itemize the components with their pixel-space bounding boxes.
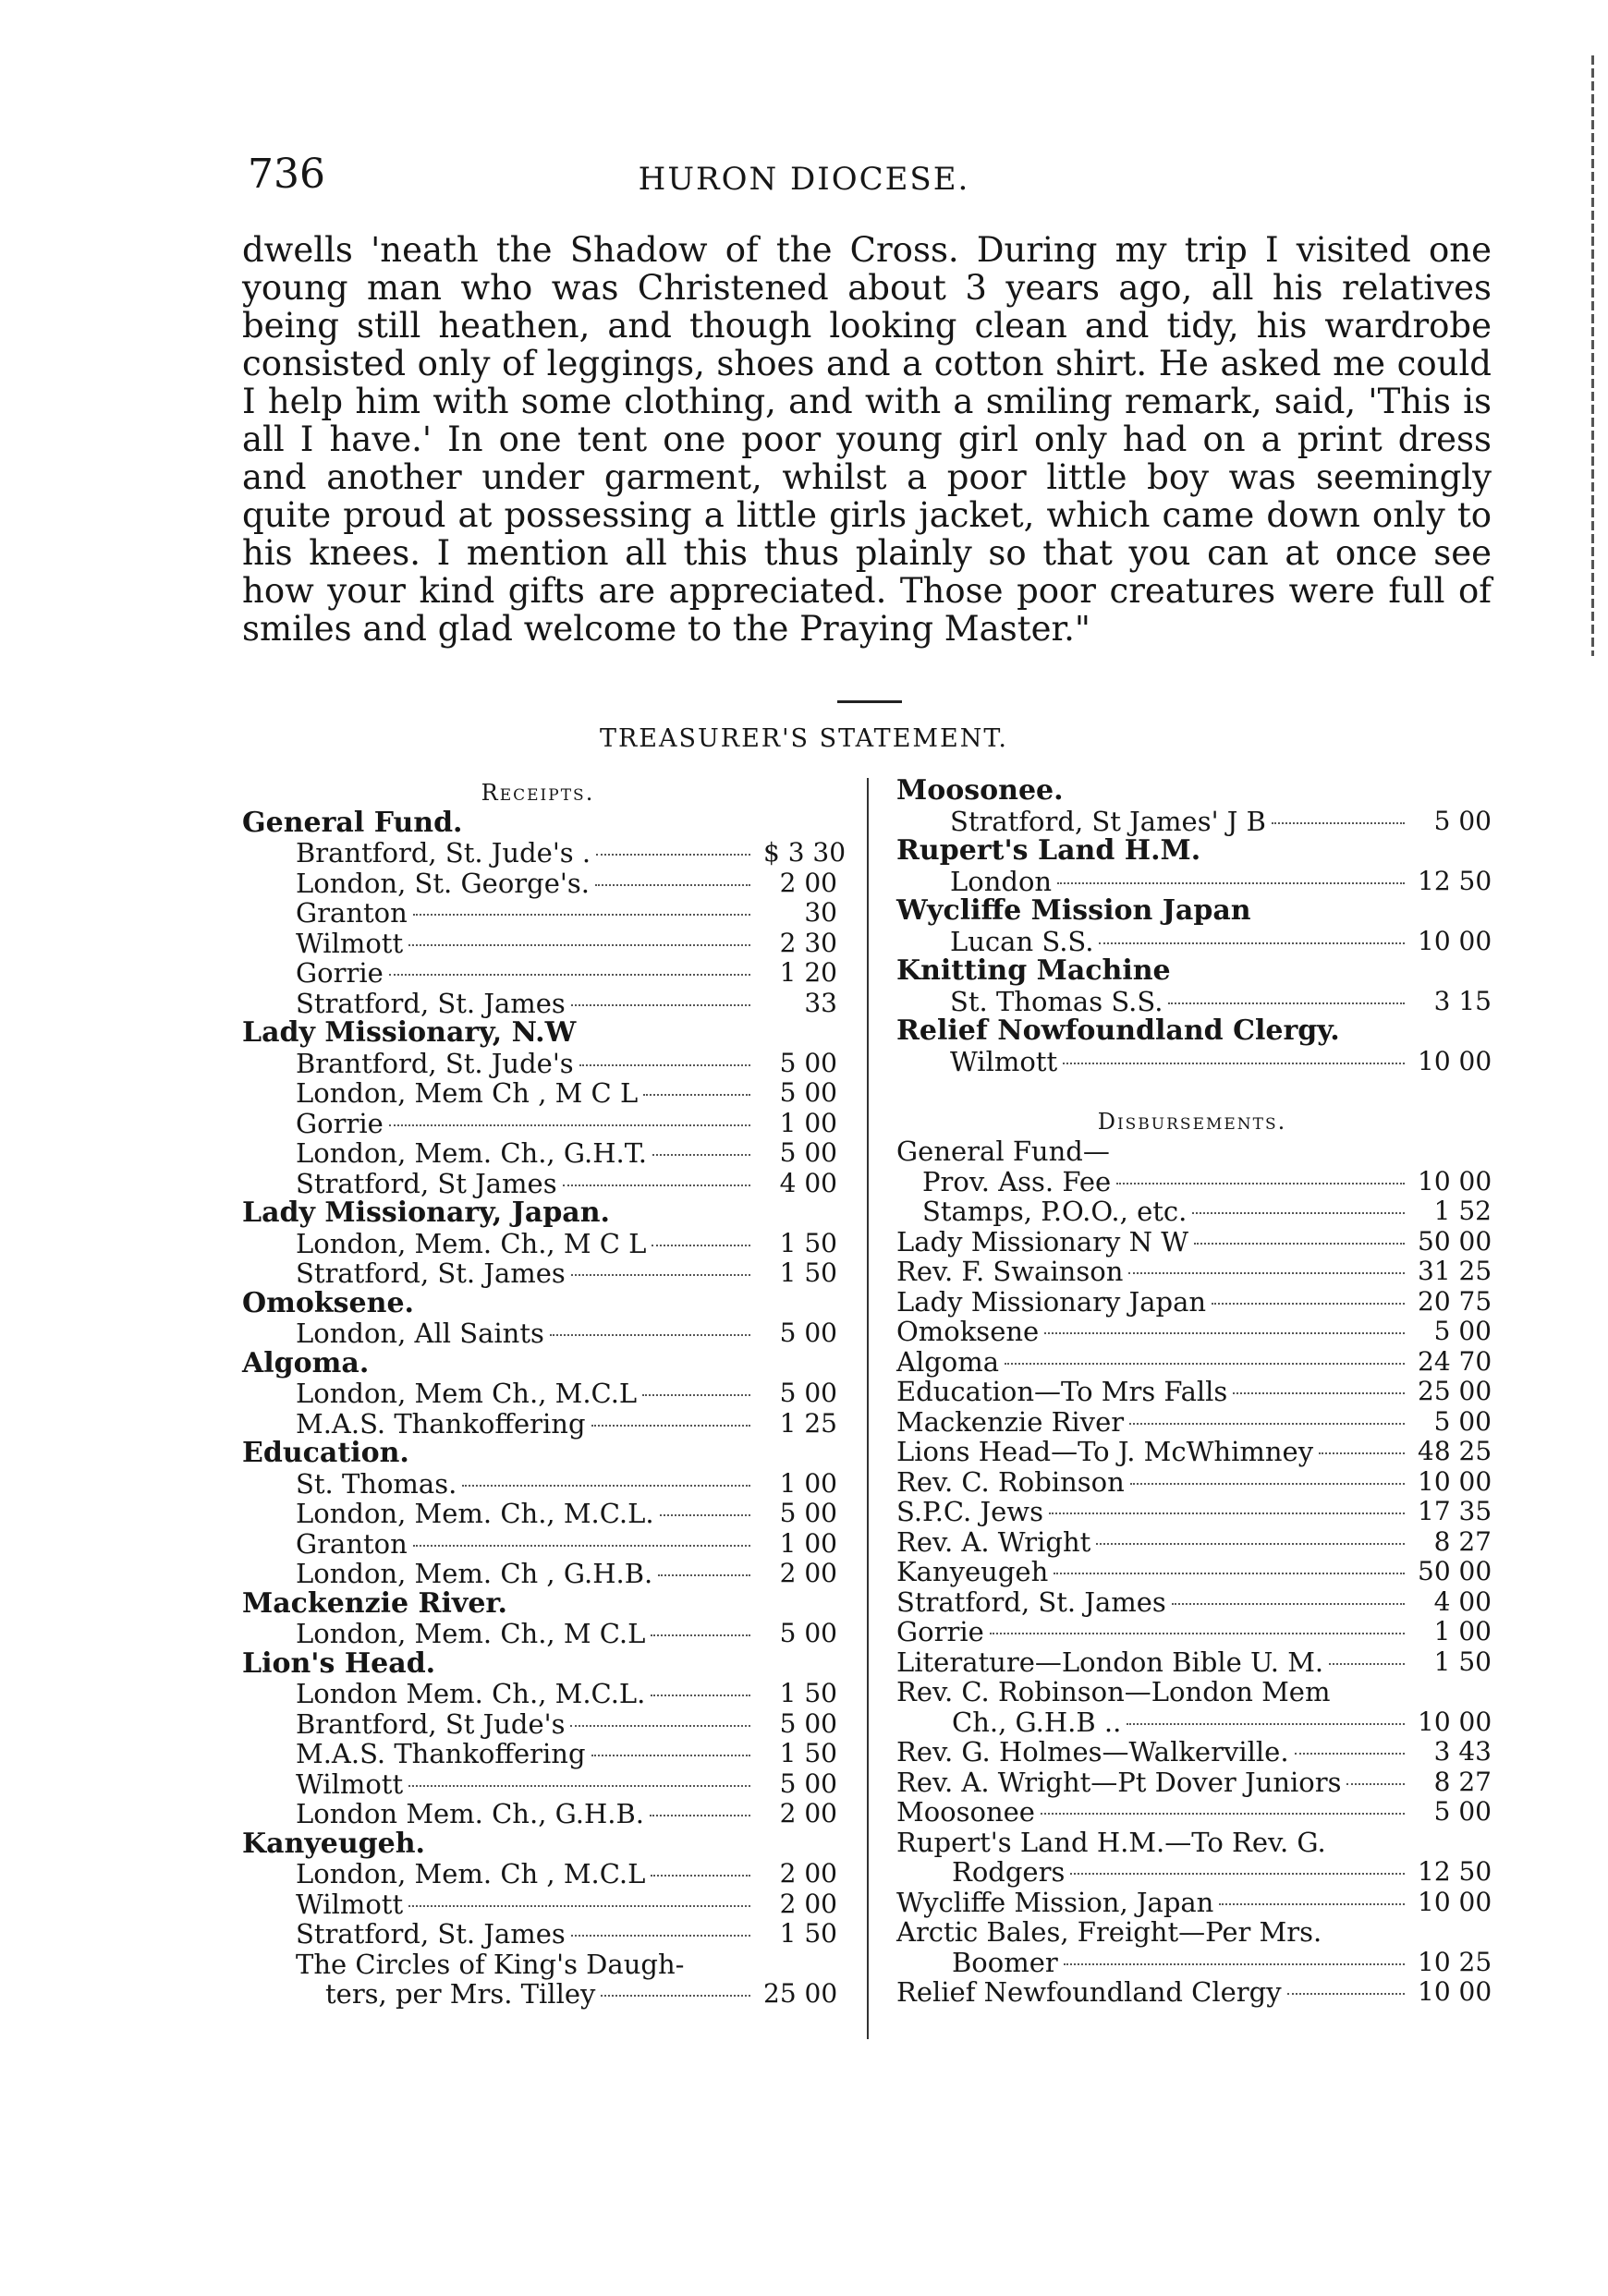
ledger-entry <box>238 1229 837 1259</box>
ledger-entry <box>893 1287 1492 1318</box>
ledger-entry <box>893 1917 1492 1948</box>
entry-amount: $ 3 30 <box>763 837 847 868</box>
ledger-entry <box>893 987 1492 1017</box>
entry-label: Stratford, St. James <box>896 1585 1166 1618</box>
ledger-entry <box>238 1138 837 1169</box>
entry-label: Stratford, St James <box>296 1167 557 1199</box>
dot-leader <box>408 1785 750 1787</box>
dot-leader <box>1130 1483 1405 1485</box>
entry-label: St. Thomas S.S. <box>950 985 1163 1017</box>
entry-amount: 10 00 <box>1418 1045 1492 1076</box>
ledger-entry <box>893 1647 1492 1678</box>
section-rule <box>837 700 902 703</box>
entry-amount: 10 00 <box>1418 925 1492 956</box>
entry-amount: 1 20 <box>779 957 837 988</box>
section-heading: Lady Missionary, N.W <box>242 1016 577 1049</box>
entry-amount: 5 00 <box>779 1768 837 1799</box>
ledger-entry <box>893 1167 1492 1197</box>
entry-amount: 1 50 <box>779 1678 837 1708</box>
entry-label: Stratford, St. James <box>296 987 566 1019</box>
entry-amount: 5 00 <box>779 1077 837 1108</box>
entry-label: London, Mem. Ch., M C.L <box>296 1618 646 1649</box>
entry-label: Arctic Bales, Freight—Per Mrs. <box>896 1916 1322 1948</box>
section-heading: Relief Nowfoundland Clergy. <box>896 1014 1340 1047</box>
dot-leader <box>1346 1783 1405 1785</box>
ledger-entry <box>893 1587 1492 1618</box>
ledger-entry <box>238 929 837 959</box>
page-number: 736 <box>248 151 325 198</box>
entry-label: Algoma <box>896 1345 1000 1378</box>
entry-amount: 8 27 <box>1433 1525 1492 1557</box>
entry-amount: 5 00 <box>779 1707 837 1739</box>
entry-amount: 1 50 <box>779 1227 837 1258</box>
ledger-entry <box>893 927 1492 957</box>
dot-leader <box>1063 1063 1405 1064</box>
ledger-entry <box>238 1258 837 1289</box>
entry-amount: 5 00 <box>779 1047 837 1078</box>
entry-label: Wilmott <box>296 1768 404 1800</box>
entry-amount: 5 00 <box>1433 1316 1492 1346</box>
entry-label: London, Mem Ch., M.C.L <box>296 1378 638 1409</box>
entry-amount: 30 <box>804 897 837 928</box>
entry-label: The Circles of King's Daugh- <box>296 1948 685 1980</box>
entry-amount: 10 25 <box>1418 1946 1492 1977</box>
entry-amount: 2 30 <box>779 927 837 958</box>
right-column <box>893 776 1492 2008</box>
dot-leader <box>596 854 750 856</box>
entry-label: London, Mem. Ch., M C L <box>296 1227 647 1259</box>
entry-amount: 5 00 <box>779 1137 837 1168</box>
ledger-entry <box>893 1948 1492 1978</box>
entry-label: Rev. A. Wright <box>896 1525 1091 1558</box>
ledger-entry <box>238 1049 837 1079</box>
entry-amount: 1 00 <box>779 1527 837 1559</box>
ledger-entry <box>893 1197 1492 1227</box>
dot-leader <box>1295 1753 1405 1755</box>
entry-amount: 5 00 <box>779 1498 837 1528</box>
ledger-entry <box>238 1529 837 1560</box>
dot-leader <box>571 1004 750 1006</box>
entry-label: Lucan S.S. <box>950 925 1094 957</box>
binding-edge <box>1591 55 1594 656</box>
entry-label: M.A.S. Thankoffering <box>296 1407 586 1440</box>
dot-leader <box>650 1815 750 1816</box>
dot-leader <box>570 1725 750 1727</box>
dot-leader <box>660 1514 750 1516</box>
entry-amount: 3 43 <box>1433 1736 1492 1767</box>
ledger-entry <box>893 1227 1492 1257</box>
dot-leader <box>658 1574 750 1576</box>
entry-label: London Mem. Ch., M.C.L. <box>296 1678 646 1709</box>
section-heading: Education. <box>242 1437 409 1469</box>
entry-amount: 50 00 <box>1418 1556 1492 1586</box>
dot-leader <box>651 1875 750 1877</box>
entry-amount: 10 00 <box>1418 1165 1492 1197</box>
entry-label: Wilmott <box>296 927 404 959</box>
dot-leader <box>1064 1963 1405 1965</box>
entry-label: Relief Newfoundland Clergy <box>896 1976 1282 2008</box>
entry-amount: 10 00 <box>1418 1706 1492 1737</box>
dot-leader <box>652 1154 750 1156</box>
entry-label: Boomer <box>952 1946 1058 1978</box>
ledger-entry <box>238 1889 837 1920</box>
dot-leader <box>408 944 750 946</box>
entry-label: Prov. Ass. Fee <box>922 1165 1112 1197</box>
running-head: HURON DIOCESE. <box>638 161 970 198</box>
entry-label: Gorrie <box>296 1107 384 1139</box>
entry-amount: 3 15 <box>1433 985 1492 1016</box>
ledger-entry <box>893 867 1492 897</box>
dot-leader <box>1192 1212 1405 1214</box>
ledger-entry <box>238 1409 837 1440</box>
entry-label: London, Mem. Ch., M.C.L. <box>296 1498 654 1529</box>
entry-amount: 10 00 <box>1418 1465 1492 1497</box>
entry-amount: 20 75 <box>1418 1285 1492 1317</box>
ledger-entry <box>238 1169 837 1199</box>
dot-leader <box>579 1064 750 1066</box>
dot-leader <box>1329 1663 1405 1665</box>
entry-amount: 5 00 <box>779 1318 837 1348</box>
ledger-entry <box>238 1950 837 1980</box>
ledger-entry <box>238 1379 837 1409</box>
entry-amount: 1 00 <box>779 1467 837 1499</box>
ledger-entry <box>893 1557 1492 1587</box>
ledger-entry <box>238 837 847 869</box>
entry-label: London, All Saints <box>296 1318 544 1349</box>
entry-label: Education—To Mrs Falls <box>896 1376 1228 1407</box>
entry-amount: 2 00 <box>779 867 837 898</box>
entry-label: Literature—London Bible U. M. <box>896 1646 1324 1678</box>
entry-label: Ch., G.H.B .. <box>952 1706 1122 1738</box>
entry-label: General Fund— <box>896 1136 1110 1167</box>
entry-amount: 2 00 <box>779 1798 837 1828</box>
entry-label: Stratford, St. James <box>296 1918 566 1950</box>
entry-label: London, Mem. Ch., G.H.T. <box>296 1137 648 1169</box>
dot-leader <box>651 1634 750 1636</box>
ledger-entry <box>893 1467 1492 1498</box>
spacer <box>893 1076 1492 1107</box>
ledger-entry <box>238 1469 837 1500</box>
entry-label: London <box>950 865 1053 897</box>
dot-leader <box>601 1995 750 1997</box>
section-heading: Rupert's Land H.M. <box>896 834 1201 867</box>
entry-amount: 4 00 <box>1433 1585 1492 1617</box>
entry-label: Wilmott <box>296 1888 404 1920</box>
section-heading: Omoksene. <box>242 1286 414 1319</box>
column-heading: Disbursements. <box>1097 1108 1287 1135</box>
section-heading: Mackenzie River. <box>242 1586 507 1620</box>
dot-leader <box>1168 1002 1405 1004</box>
entry-label: London, Mem. Ch , G.H.B. <box>296 1558 653 1589</box>
dot-leader <box>413 1545 750 1547</box>
entry-amount: 10 00 <box>1418 1976 1492 2007</box>
ledger-entry <box>238 1739 837 1769</box>
ledger-entry <box>893 1136 1492 1167</box>
section-heading: Wycliffe Mission Japan <box>896 894 1251 927</box>
ledger-entry <box>238 1619 837 1649</box>
entry-amount: 31 25 <box>1418 1256 1492 1286</box>
entry-label: Rev. A. Wright—Pt Dover Juniors <box>896 1766 1342 1798</box>
ledger-entry <box>893 1617 1492 1647</box>
dot-leader <box>1219 1903 1405 1905</box>
entry-amount: 4 00 <box>779 1167 837 1198</box>
ledger-entry <box>238 1979 837 2010</box>
entry-label: Wilmott <box>950 1045 1058 1077</box>
entry-amount: 1 25 <box>779 1407 837 1439</box>
ledger-entry <box>238 1078 837 1109</box>
entry-amount: 1 50 <box>779 1918 837 1949</box>
dot-leader <box>1212 1303 1405 1305</box>
entry-label: Rev. C. Robinson—London Mem <box>896 1676 1331 1707</box>
section-heading: Knitting Machine <box>896 954 1171 987</box>
ledger-entry <box>893 1977 1492 2008</box>
entry-label: St. Thomas. <box>296 1467 457 1500</box>
ledger-entry <box>238 1318 837 1349</box>
dot-leader <box>1054 1573 1405 1574</box>
dot-leader <box>1005 1363 1405 1365</box>
ledger-entry <box>238 1109 837 1139</box>
ledger-entry <box>893 1737 1492 1768</box>
entry-amount: 2 00 <box>779 1558 837 1588</box>
entry-label: Gorrie <box>896 1616 984 1647</box>
dot-leader <box>550 1334 750 1336</box>
entry-amount: 1 00 <box>779 1107 837 1138</box>
entry-label: Lady Missionary N W <box>896 1225 1189 1257</box>
entry-amount: 25 00 <box>763 1978 838 2009</box>
entry-label: Brantford, St Jude's <box>296 1707 566 1740</box>
entry-label: Rev. C. Robinson <box>896 1465 1125 1498</box>
ledger-entry <box>893 1347 1492 1378</box>
dot-leader <box>1070 1873 1405 1875</box>
dot-leader <box>1319 1452 1405 1454</box>
section-heading: General Fund. <box>242 806 463 839</box>
ledger-entry <box>893 1888 1492 1918</box>
entry-label: Rodgers <box>952 1856 1066 1888</box>
ledger-entry <box>893 1437 1492 1467</box>
entry-label: S.P.C. Jews <box>896 1496 1043 1527</box>
entry-amount: 5 00 <box>1433 805 1492 836</box>
dot-leader <box>389 974 750 976</box>
dot-leader <box>571 1274 750 1276</box>
dot-leader <box>651 1695 750 1696</box>
entry-label: ters, per Mrs. Tilley <box>325 1978 596 2010</box>
dot-leader <box>1044 1332 1405 1334</box>
entry-label: London Mem. Ch., G.H.B. <box>296 1798 645 1829</box>
dot-leader <box>990 1633 1405 1634</box>
dot-leader <box>563 1184 750 1186</box>
dot-leader <box>652 1245 750 1246</box>
entry-label: Granton <box>296 897 408 929</box>
body-text <box>242 231 1492 648</box>
entry-label: Stamps, P.O.O., etc. <box>922 1196 1188 1227</box>
dot-leader <box>1041 1813 1405 1815</box>
ledger-entry <box>893 1497 1492 1527</box>
entry-amount: 5 00 <box>779 1378 837 1408</box>
dot-leader <box>595 884 750 886</box>
section-heading: Algoma. <box>242 1346 370 1379</box>
ledger-entry <box>893 1768 1492 1798</box>
dot-leader <box>408 1905 750 1907</box>
entry-amount: 12 50 <box>1418 865 1492 896</box>
entry-label: Lions Head—To J. McWhimney <box>896 1436 1314 1467</box>
section-heading: Moosonee. <box>896 774 1064 807</box>
entry-amount: 8 27 <box>1433 1766 1492 1797</box>
entry-label: Lady Missionary Japan <box>896 1285 1207 1318</box>
entry-amount: 33 <box>804 987 837 1018</box>
dot-leader <box>591 1755 750 1756</box>
dot-leader <box>389 1124 750 1126</box>
entry-label: Brantford, St. Jude's <box>296 1047 574 1079</box>
entry-label: Rev. F. Swainson <box>896 1256 1124 1287</box>
entry-label: Granton <box>296 1527 408 1560</box>
section-heading: Kanyeugeh. <box>242 1827 425 1860</box>
entry-amount: 48 25 <box>1418 1436 1492 1466</box>
dot-leader <box>462 1485 750 1487</box>
entry-label: Brantford, St. Jude's . <box>296 837 591 869</box>
entry-label: Wycliffe Mission, Japan <box>896 1886 1214 1918</box>
ledger-entry <box>238 989 837 1019</box>
ledger-entry <box>893 1677 1492 1707</box>
body-paragraph: dwells 'neath the Shadow of the Cross. During my trip I visited one young man who was Christened about 3 years ago, all his relatives being still heathen, and though looking clean and tidy, his wardrobe consisted only of leggings, shoes and a cotton shirt. He asked me could I help him with some clothing, and with a smiling remark, said, 'This is all I have.' In one tent one poor young girl only had on a print dress and another under garment, whilst a poor little boy was seemingly quite proud at possessing a little girls jacket, which came down only to his knees. I mention all this thus plainly so that you can at once see how your kind gifts are appreciated. Those poor creatures were full of smiles and glad welcome to the Praying Master." <box>242 230 1492 649</box>
entry-label: Kanyeugeh <box>896 1556 1049 1587</box>
ledger-entry <box>893 1377 1492 1407</box>
ledger-entry <box>893 1857 1492 1888</box>
dot-leader <box>1127 1723 1405 1725</box>
ledger-entry <box>893 1707 1492 1738</box>
ledger-entry <box>893 1527 1492 1558</box>
ledger-entry <box>238 1769 837 1800</box>
ledger-entry <box>238 898 837 929</box>
entry-amount: 25 00 <box>1418 1376 1492 1406</box>
entry-amount: 1 50 <box>779 1738 837 1768</box>
column-heading: Receipts. <box>481 780 595 806</box>
dot-leader <box>1194 1243 1405 1245</box>
ledger-entry <box>238 1919 837 1950</box>
entry-label: Rupert's Land H.M.—To Rev. G. <box>896 1826 1326 1858</box>
ledger-entry <box>238 1679 837 1709</box>
entry-label: Mackenzie River <box>896 1405 1125 1438</box>
dot-leader <box>1272 822 1405 824</box>
entry-amount: 5 00 <box>779 1618 837 1648</box>
entry-label: Rev. G. Holmes—Walkerville. <box>896 1736 1289 1768</box>
receipts-column <box>238 778 847 2010</box>
section-heading: Lion's Head. <box>242 1646 436 1680</box>
entry-amount: 5 00 <box>1433 1796 1492 1827</box>
column-divider <box>867 778 869 2039</box>
dot-leader <box>413 914 750 916</box>
ledger-entry <box>238 1859 837 1889</box>
entry-label: London, Mem Ch , M C L <box>296 1077 639 1109</box>
dot-leader <box>1116 1183 1405 1184</box>
ledger-entry <box>238 869 837 899</box>
entry-label: Omoksene <box>896 1316 1040 1347</box>
entry-label: London, Mem. Ch , M.C.L <box>296 1858 646 1889</box>
dot-leader <box>1057 882 1405 884</box>
entry-amount: 1 50 <box>1433 1646 1492 1677</box>
ledger-entry <box>893 1407 1492 1438</box>
ledger-entry <box>893 1828 1492 1858</box>
entry-amount: 12 50 <box>1418 1856 1492 1887</box>
entry-label: Stratford, St. James <box>296 1257 566 1289</box>
ledger-entry <box>893 807 1492 837</box>
dot-leader <box>643 1094 750 1096</box>
entry-amount: 2 00 <box>779 1888 837 1919</box>
entry-label: M.A.S. Thankoffering <box>296 1738 586 1769</box>
ledger-entry <box>238 1559 837 1589</box>
dot-leader <box>642 1394 750 1396</box>
entry-label: Stratford, St James' J B <box>950 805 1266 837</box>
dot-leader <box>1099 942 1405 944</box>
entry-amount: 17 35 <box>1418 1496 1492 1526</box>
dot-leader <box>1129 1423 1405 1425</box>
entry-amount: 10 00 <box>1418 1886 1492 1917</box>
ledger-entry <box>238 1499 837 1529</box>
statement-title: TREASURER'S STATEMENT. <box>599 724 1009 753</box>
entry-amount: 2 00 <box>779 1858 837 1889</box>
ledger-entry <box>238 1709 837 1740</box>
dot-leader <box>1287 1993 1405 1995</box>
entry-label: Gorrie <box>296 957 384 989</box>
dot-leader <box>1172 1603 1405 1605</box>
dot-leader <box>1096 1543 1405 1545</box>
dot-leader <box>571 1935 750 1937</box>
entry-label: London, St. George's. <box>296 867 590 899</box>
entry-amount: 1 52 <box>1433 1196 1492 1226</box>
entry-label: Moosonee <box>896 1796 1035 1828</box>
dot-leader <box>1128 1272 1405 1274</box>
entry-amount: 5 00 <box>1433 1405 1492 1437</box>
ledger-entry <box>893 1797 1492 1828</box>
dot-leader <box>1049 1512 1405 1514</box>
section-heading: Lady Missionary, Japan. <box>242 1197 610 1229</box>
entry-amount: 1 00 <box>1433 1616 1492 1646</box>
ledger-entry <box>893 1317 1492 1347</box>
dot-leader <box>1233 1392 1405 1394</box>
entry-amount: 50 00 <box>1418 1225 1492 1257</box>
entry-amount: 24 70 <box>1418 1345 1492 1377</box>
ledger-entry <box>893 1257 1492 1287</box>
entry-amount: 1 50 <box>779 1257 837 1288</box>
ledger-entry <box>238 1799 837 1829</box>
ledger-entry <box>238 958 837 989</box>
ledger-entry <box>893 1047 1492 1077</box>
dot-leader <box>591 1425 750 1427</box>
